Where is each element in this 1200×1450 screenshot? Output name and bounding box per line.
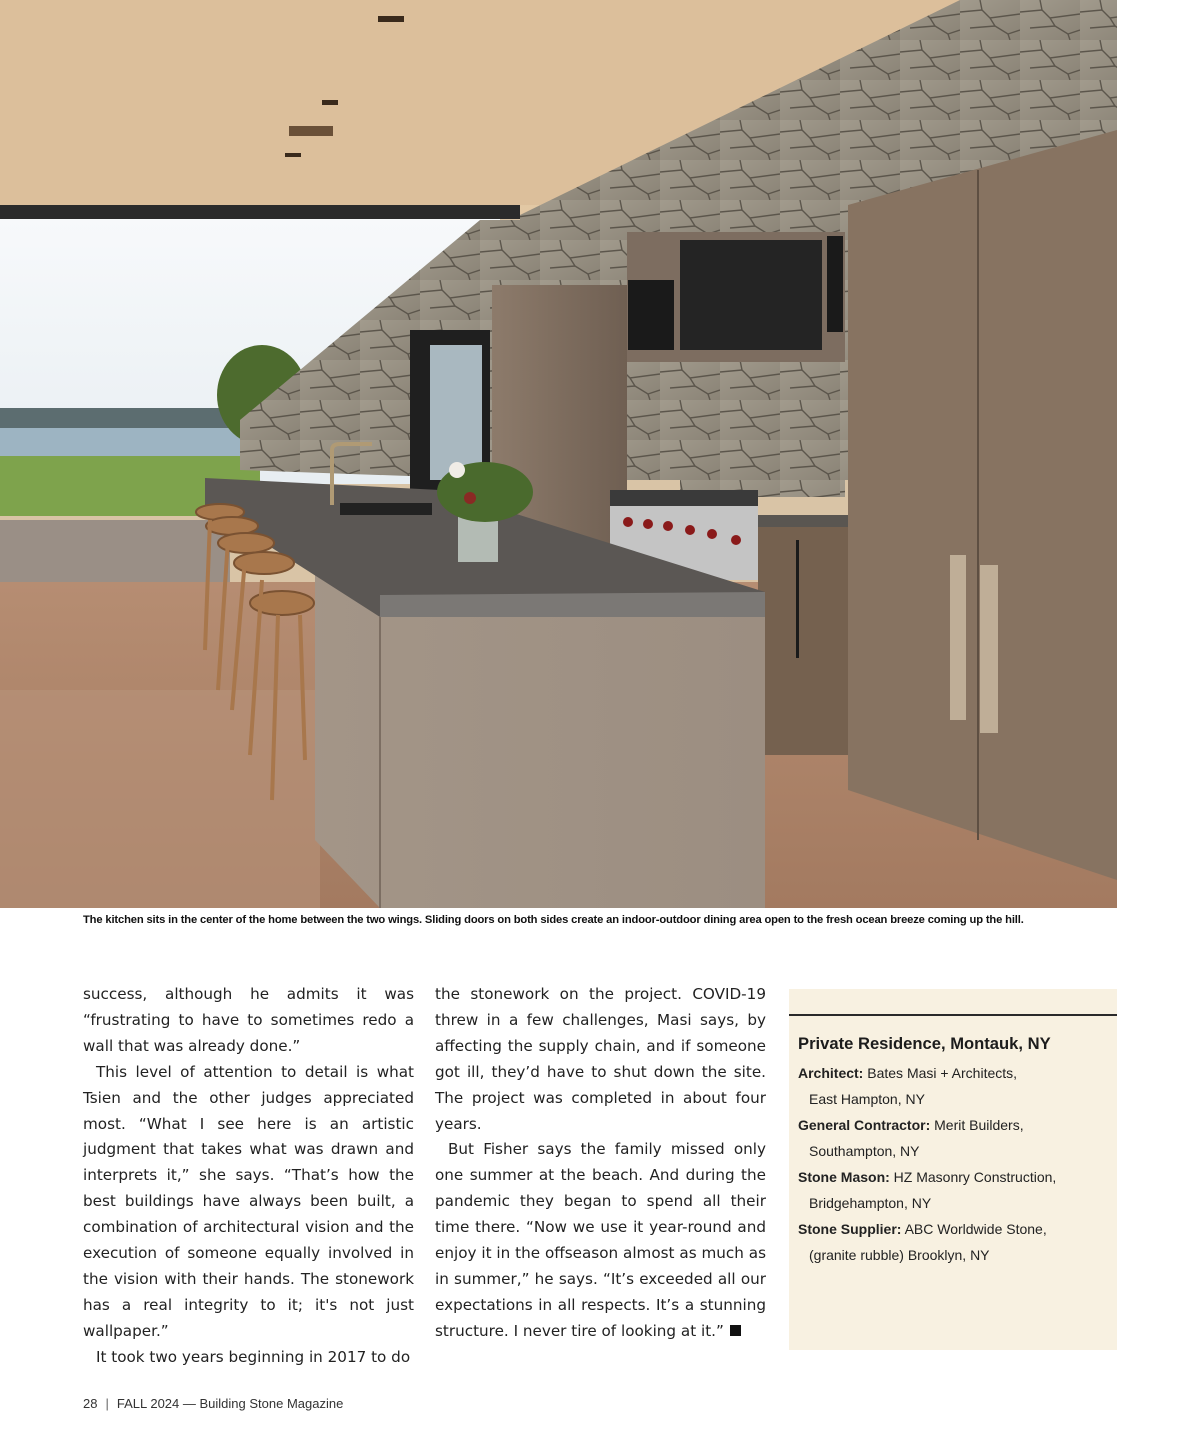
photo-caption: The kitchen sits in the center of the home between the two wings. Sliding doors on both sides create an indoor-outdoor dining area open to the fresh ocean breeze coming up the hill. bbox=[83, 914, 1024, 926]
credit-item bbox=[798, 1216, 1113, 1268]
credit-location: Bridgehampton, NY bbox=[809, 1195, 932, 1211]
paragraph-text: But Fisher says the family missed only one summer at the beach. And during the pandemic they began to spend all their time there. “Now we use it year-round and enjoy it in the offseason almost as much as in summer,” he says. “It’s exceeded all our expectations in all respects. It’s a stunning structure. I never tire of looking at it.” bbox=[435, 1140, 766, 1340]
credit-role: Stone Mason: bbox=[798, 1169, 890, 1185]
credit-item bbox=[798, 1164, 1113, 1216]
credit-name: Merit Builders, bbox=[934, 1117, 1024, 1133]
article-column-2 bbox=[435, 982, 766, 1345]
credits-list bbox=[798, 1060, 1113, 1268]
paragraph: success, although he admits it was “frustrating to have to sometimes redo a wall that was already done.” bbox=[83, 985, 414, 1055]
credit-location: Southampton, NY bbox=[809, 1143, 920, 1159]
divider bbox=[789, 1014, 1117, 1016]
project-credits-box bbox=[789, 989, 1117, 1350]
article-column-1 bbox=[83, 982, 414, 1371]
credit-role: General Contractor: bbox=[798, 1117, 931, 1133]
credit-name: Bates Masi + Architects, bbox=[867, 1065, 1018, 1081]
end-mark-icon bbox=[730, 1325, 741, 1336]
issue-info: FALL 2024 — Building Stone Magazine bbox=[116, 1396, 344, 1411]
paragraph: This level of attention to detail is what Tsien and the other judges appreciated most. “What I see here is an artistic judgment that takes what was drawn and interprets it,” she says. “That’s how the best buildings have always been built, a combination of architectural vision and the execution of someone equally involved in the vision with their hands. The stonework has a real integrity to it; it's not just wallpaper.” bbox=[83, 1062, 414, 1340]
credit-item bbox=[798, 1112, 1113, 1164]
paragraph bbox=[435, 1137, 766, 1344]
paragraph: the stonework on the project. COVID-19 threw in a few challenges, Masi says, by affecting the supply chain, and if someone got ill, they’d have to shut down the site. The project was completed in about four years. bbox=[435, 985, 766, 1133]
credit-role: Architect: bbox=[798, 1065, 864, 1081]
page-footer bbox=[83, 1396, 343, 1411]
project-title: Private Residence, Montauk, NY bbox=[798, 1034, 1051, 1053]
footer-separator: | bbox=[105, 1396, 109, 1411]
credit-location: (granite rubble) Brooklyn, NY bbox=[809, 1247, 990, 1263]
paragraph: It took two years beginning in 2017 to do bbox=[96, 1347, 411, 1366]
credit-name: HZ Masonry Construction, bbox=[893, 1169, 1057, 1185]
page-number: 28 bbox=[83, 1396, 98, 1411]
credit-role: Stone Supplier: bbox=[798, 1221, 902, 1237]
credit-location: East Hampton, NY bbox=[809, 1091, 925, 1107]
credit-name: ABC Worldwide Stone, bbox=[904, 1221, 1047, 1237]
credit-item bbox=[798, 1060, 1113, 1112]
